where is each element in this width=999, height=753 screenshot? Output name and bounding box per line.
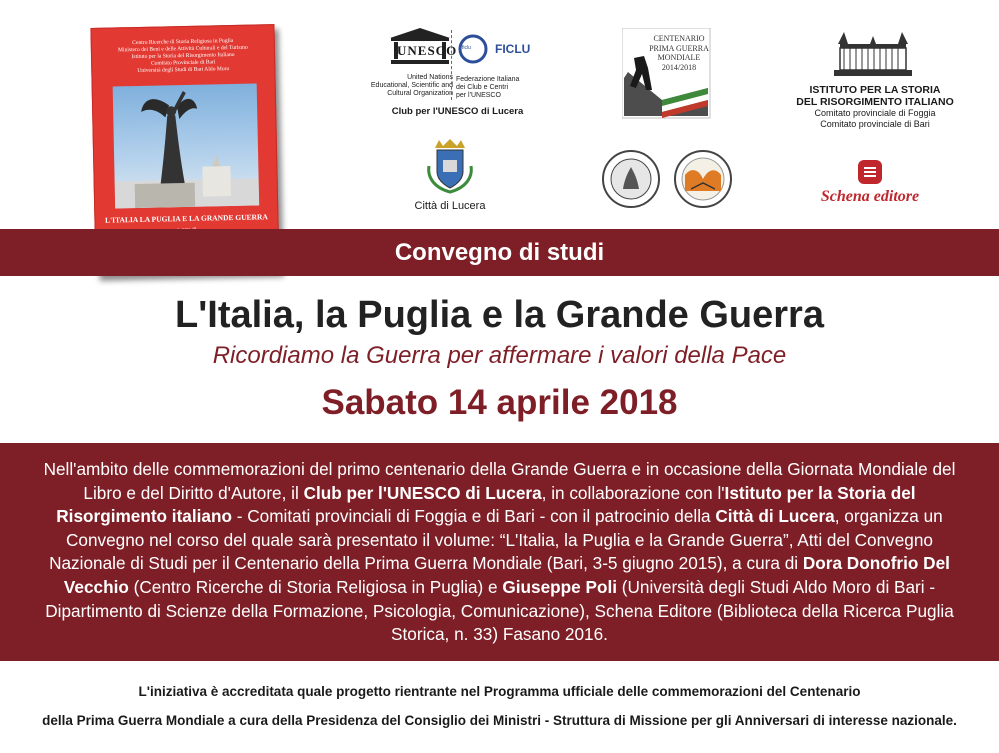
book-line: Centro Ricerche di Storia Religiosa in Puglia	[132, 37, 234, 47]
page-title: L'Italia, la Puglia e la Grande Guerra	[175, 294, 824, 336]
logo-divider	[451, 30, 452, 100]
event-date: Sabato 14 aprile 2018	[321, 383, 678, 422]
body-text: - Comitati provinciali di Foggia e di Bari - con il patrocinio della	[231, 506, 716, 527]
org-line: Cultural Organization	[387, 90, 453, 97]
istituto-line: DEL RISORGIMENTO ITALIANO	[796, 96, 954, 108]
ficlu-org-text	[456, 76, 542, 100]
lucera-caption: Città di Lucera	[414, 200, 486, 212]
lucera-coat-of-arms	[425, 138, 475, 194]
seal-storia-religiosa	[601, 149, 661, 209]
unesco-org-text	[367, 74, 453, 98]
centenario-line: MONDIALE	[657, 53, 701, 62]
body-text: (Centro Ricerche di Storia Religiosa in Puglia) e	[128, 576, 503, 597]
footer-line-1: L'iniziativa è accreditata quale progetto rientrante nel Programma ufficiale delle commemorazioni del Centenario	[138, 684, 861, 699]
centenario-line: 2014/2018	[661, 62, 697, 72]
book-line: Comitato Provinciale di Bari	[150, 59, 216, 67]
seal-icon	[601, 149, 661, 209]
ficlu-logo	[456, 32, 546, 102]
band-label: Convegno di studi	[394, 239, 605, 266]
unesco-logo-text: UNESCO	[397, 43, 458, 58]
body-text: , in collaborazione con l'	[541, 482, 725, 503]
book-line: Istituto per la Storia del Risorgimento Italiano	[131, 51, 235, 61]
body-bold-club: Club per l'UNESCO di Lucera	[303, 482, 542, 503]
istituto-sub-line: Comitato provinciale di Foggia	[814, 108, 936, 118]
schena-caption: Schena editore	[820, 188, 920, 205]
book-institutions	[102, 37, 265, 75]
centenario-line: CENTENARIO	[653, 34, 705, 43]
coat-of-arms-icon	[425, 138, 475, 194]
body-bold-istituto: Istituto per la Storia del Risorgimento italiano	[56, 482, 916, 527]
org-line: per l'UNESCO	[456, 92, 501, 99]
schena-logo	[856, 158, 884, 186]
seal-puglia-storica	[671, 149, 735, 209]
org-line: Federazione Italiana	[456, 76, 520, 83]
centenario-line: PRIMA GUERRA	[649, 43, 709, 53]
body-bold-curator-2: Giuseppe Poli	[502, 576, 617, 597]
description-text	[28, 458, 971, 647]
body-text: , organizza un Convegno nel corso del quale sarà presentato il volume: “L'Italia, la Puglia e la Grande Guerra”, Atti del Convegno Nazionale di Studi per il Centenario della Prima Guerra Mondiale (Bari, 3-5 giugno 2015), a cura di	[49, 506, 943, 574]
book-title: L'ITALIA LA PUGLIA E LA GRANDE GUERRA	[104, 212, 268, 225]
istituto-line: ISTITUTO PER LA STORIA	[809, 84, 941, 96]
book-cover-photo	[113, 83, 260, 208]
body-bold-curator-1: Dora Donofrio Del Vecchio	[63, 553, 950, 597]
vittoriano-logo	[832, 28, 914, 78]
centenario-text	[648, 34, 710, 72]
unesco-logo	[367, 28, 457, 98]
club-unesco-caption: Club per l'UNESCO di Lucera	[391, 106, 524, 117]
org-line: United Nations	[407, 74, 453, 81]
centenario-logo	[622, 28, 712, 120]
body-bold-citta: Città di Lucera	[715, 506, 835, 527]
book-line: Ministero dei Beni e delle Attività Culturali e del Turismo	[117, 44, 248, 54]
seal-book-icon	[671, 149, 735, 209]
page-subtitle: Ricordiamo la Guerra per affermare i valori della Pace	[212, 342, 787, 369]
book-line: Università degli Studi di Bari Aldo Moro	[137, 66, 230, 74]
istituto-caption	[790, 84, 960, 130]
footer-line-2: della Prima Guerra Mondiale a cura della Presidenza del Consiglio dei Ministri - Struttura di Missione per gli Anniversari di interesse nazionale.	[42, 713, 957, 728]
org-line: dei Club e Centri	[456, 84, 509, 91]
ficlu-name: FICLU	[495, 42, 531, 56]
body-text: Nell'ambito delle commemorazioni del primo centenario della Grande Guerra e in occasione della Giornata Mondiale del Libro e del Diritto d'Autore, il	[43, 459, 956, 503]
vittoriano-monument-icon	[832, 28, 914, 78]
istituto-sub-line: Comitato provinciale di Bari	[820, 119, 930, 129]
org-line: Educational, Scientific and	[370, 82, 453, 89]
body-text: (Università degli Studi Aldo Moro di Bari - Dipartimento di Scienze della Formazione, Psicologia, Comunicazione), Schena Editore (Biblioteca della Ricerca Puglia Storica, n. 33) Fasano 2016.	[45, 576, 954, 645]
winged-victory-statue-icon	[113, 83, 260, 208]
ficlu-badge-text: ficlu	[462, 45, 471, 51]
schena-mark-icon	[856, 158, 884, 186]
